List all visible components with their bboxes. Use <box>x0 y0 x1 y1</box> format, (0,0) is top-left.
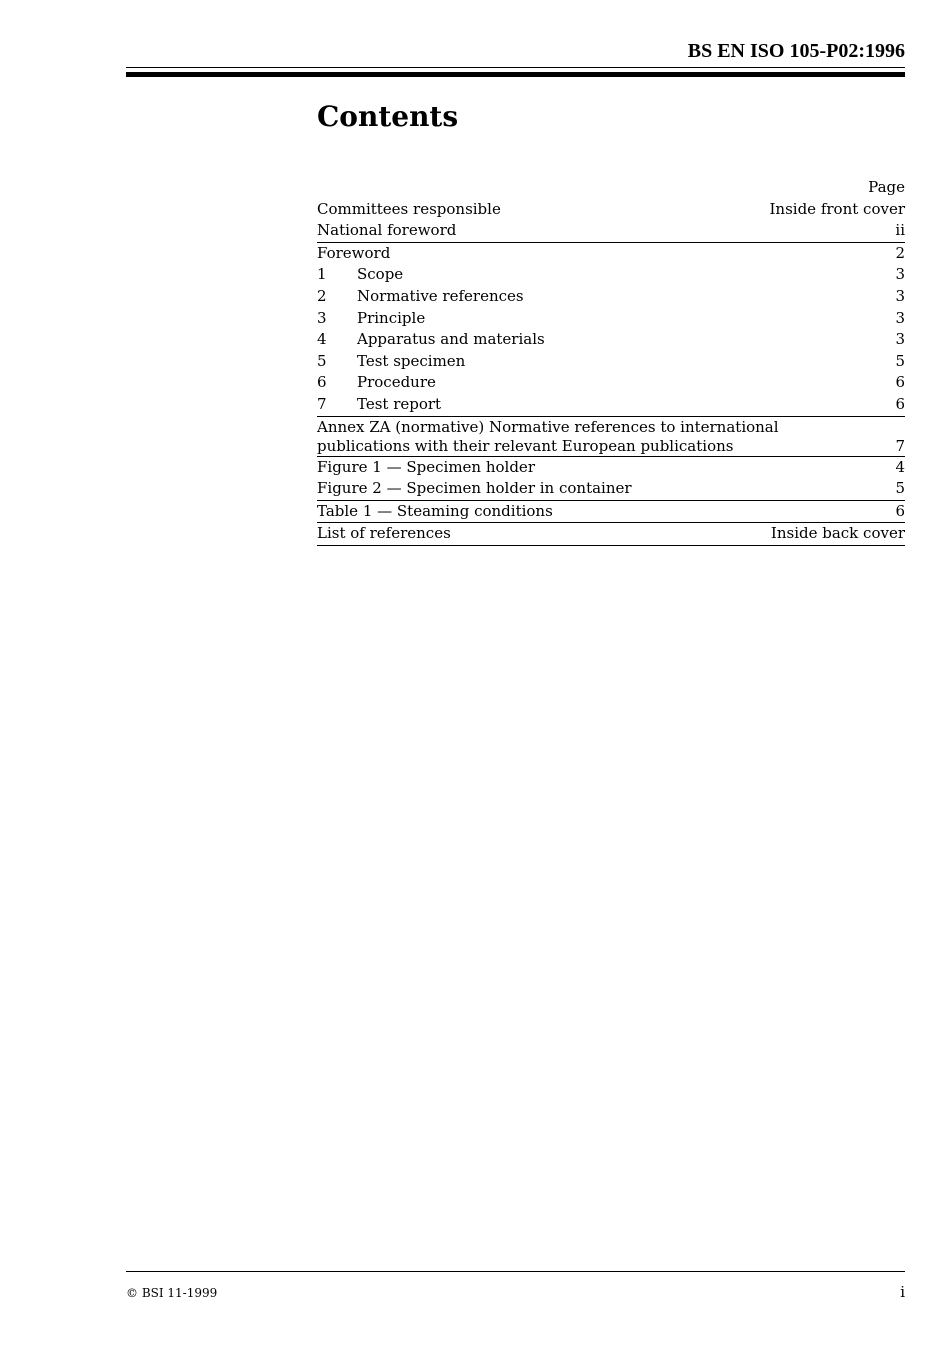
toc-entry-normative-references[interactable] <box>317 286 905 308</box>
table-of-contents <box>317 177 905 546</box>
toc-entry-procedure[interactable] <box>317 372 905 394</box>
toc-entry-label-continued: publications with their relevant European publications <box>317 436 734 455</box>
toc-entry-page: 3 <box>895 330 905 349</box>
toc-entry-label: Normative references <box>357 286 524 305</box>
toc-page-column-label: Page <box>868 178 905 196</box>
toc-entry-list-of-references[interactable] <box>317 523 905 546</box>
toc-entry-page: 2 <box>895 243 905 262</box>
toc-entry-number: 5 <box>317 351 327 370</box>
toc-entry-label: Apparatus and materials <box>357 330 545 349</box>
header-rule-thick <box>126 72 905 77</box>
toc-entry-label: Figure 2 — Specimen holder in container <box>317 479 632 498</box>
toc-entry-number: 4 <box>317 330 327 349</box>
toc-entry-label: Test specimen <box>357 351 466 370</box>
toc-entry-label: Annex ZA (normative) Normative references to international <box>317 417 779 436</box>
toc-entry-label: Principle <box>357 308 426 327</box>
toc-entry-number: 2 <box>317 286 327 305</box>
toc-entry-number: 3 <box>317 308 327 327</box>
page-title: Contents <box>317 100 459 133</box>
toc-entry-page: 3 <box>895 286 905 305</box>
toc-entry-number: 6 <box>317 373 327 392</box>
copyright-notice: © BSI 11-1999 <box>126 1286 218 1300</box>
toc-entry-apparatus[interactable] <box>317 329 905 351</box>
toc-entry-label: Foreword <box>317 243 391 262</box>
toc-entry-test-specimen[interactable] <box>317 351 905 373</box>
toc-entry-table-1[interactable] <box>317 501 905 524</box>
toc-entry-page: 3 <box>895 265 905 284</box>
toc-entry-page: 5 <box>895 479 905 498</box>
page-number: i <box>900 1283 905 1301</box>
toc-entry-page: 6 <box>895 373 905 392</box>
toc-entry-page: 4 <box>895 457 905 476</box>
toc-entry-page: 5 <box>895 351 905 370</box>
toc-entry-page: 3 <box>895 308 905 327</box>
document-id: BS EN ISO 105-P02:1996 <box>687 40 905 62</box>
toc-entry-committees[interactable] <box>317 199 905 221</box>
toc-entry-page: 6 <box>895 394 905 413</box>
toc-entry-figure-1[interactable] <box>317 457 905 479</box>
toc-entry-test-report[interactable] <box>317 394 905 417</box>
toc-entry-label: Test report <box>357 394 442 413</box>
toc-entry-annex-za[interactable] <box>317 417 905 457</box>
toc-entry-page: Inside front cover <box>769 199 905 218</box>
toc-entry-label: Scope <box>357 265 404 284</box>
toc-entry-national-foreword[interactable] <box>317 220 905 243</box>
toc-entry-label: Table 1 — Steaming conditions <box>317 501 553 520</box>
toc-entry-foreword[interactable] <box>317 243 905 265</box>
toc-entry-page: 7 <box>895 436 905 455</box>
toc-entry-principle[interactable] <box>317 308 905 330</box>
toc-entry-figure-2[interactable] <box>317 478 905 501</box>
toc-entry-page: Inside back cover <box>770 524 905 543</box>
footer-rule <box>126 1271 905 1272</box>
toc-entry-label: List of references <box>317 524 451 543</box>
toc-entry-page: 6 <box>895 501 905 520</box>
toc-entry-label: Procedure <box>357 373 436 392</box>
toc-entry-label: Committees responsible <box>317 199 501 218</box>
toc-entry-number: 1 <box>317 265 327 284</box>
toc-entry-number: 7 <box>317 394 327 413</box>
toc-entry-label: Figure 1 — Specimen holder <box>317 457 535 476</box>
toc-entry-scope[interactable] <box>317 264 905 286</box>
toc-entry-label: National foreword <box>317 221 457 240</box>
toc-entry-page: ii <box>895 221 905 240</box>
header-rule-thin <box>126 67 905 68</box>
